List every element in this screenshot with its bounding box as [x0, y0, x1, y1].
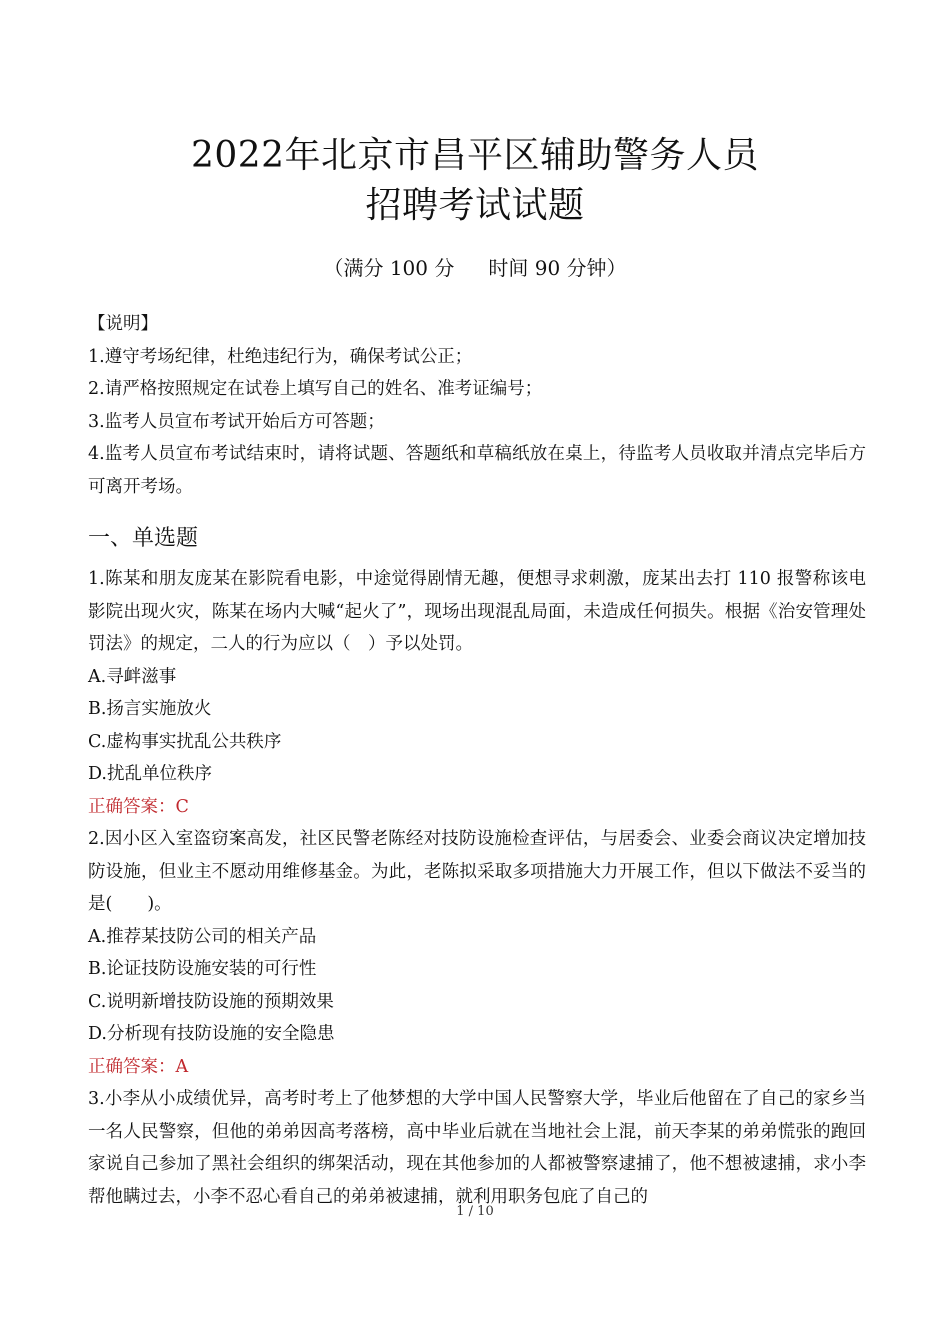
question-option: B.扬言实施放火: [88, 699, 212, 719]
score-info: （满分 100 分: [323, 256, 455, 280]
document-title-line2: 招聘考试试题: [365, 185, 585, 226]
question-stem: 2.因小区入室盗窃案高发，社区民警老陈经对技防设施检查评估，与居委会、业委会商议决定增加技防设施，但业主不愿动用维修基金。为此，老陈拟采取多项措施大力开展工作，但以下做法不妥当的是( )。: [88, 829, 866, 914]
time-info: 时间 90 分钟）: [488, 256, 627, 280]
question-option: D.扰乱单位秩序: [88, 764, 212, 784]
page-number: 1 / 10: [456, 1204, 494, 1219]
question-option: C.说明新增技防设施的预期效果: [88, 991, 334, 1012]
instruction-item: 3.监考人员宣布考试开始后方可答题；: [88, 411, 385, 432]
correct-answer: 正确答案：A: [88, 1056, 189, 1077]
question-option: A.寻衅滋事: [88, 666, 177, 687]
instruction-item: 4.监考人员宣布考试结束时，请将试题、答题纸和草稿纸放在桌上，待监考人员收取并清点完毕后方可离开考场。: [88, 444, 866, 497]
question-option: C.虚构事实扰乱公共秩序: [88, 731, 282, 752]
document-body: [88, 308, 866, 1213]
document-title-line1: 2022年北京市昌平区辅助警务人员: [190, 135, 760, 176]
question-option: B.论证技防设施安装的可行性: [88, 959, 317, 979]
section-heading: 一、单选题: [88, 526, 199, 551]
instruction-item: 2.请严格按照规定在试卷上填写自己的姓名、准考证编号；: [88, 379, 543, 399]
question-option: D.分析现有技防设施的安全隐患: [88, 1024, 335, 1044]
exam-info: [0, 252, 950, 284]
correct-answer: 正确答案：C: [88, 796, 189, 817]
question-stem: 3.小李从小成绩优异，高考时考上了他梦想的大学中国人民警察大学，毕业后他留在了自己的家乡当一名人民警察，但他的弟弟因高考落榜，高中毕业后就在当地社会上混，前天李某的弟弟慌张的跑回家说自己参加了黑社会组织的绑架活动，现在其他参加的人都被警察逮捕了，他不想被逮捕，求小李帮他瞒过去，小李不忍心看自己的弟弟被逮捕，就利用职务包庇了自己的: [88, 1089, 866, 1207]
instruction-item: 1.遵守考场纪律，杜绝违纪行为，确保考试公正；: [88, 346, 473, 367]
instructions-heading: 【说明】: [88, 314, 158, 334]
question-option: A.推荐某技防公司的相关产品: [88, 926, 317, 947]
question-stem: 1.陈某和朋友庞某在影院看电影，中途觉得剧情无趣，便想寻求刺激，庞某出去打 110 报警称该电影院出现火灾，陈某在场内大喊“起火了”，现场出现混乱局面，未造成任何损失。根据《治安管理处罚法》的规定，二人的行为应以（ ）予以处罚。: [88, 569, 866, 654]
